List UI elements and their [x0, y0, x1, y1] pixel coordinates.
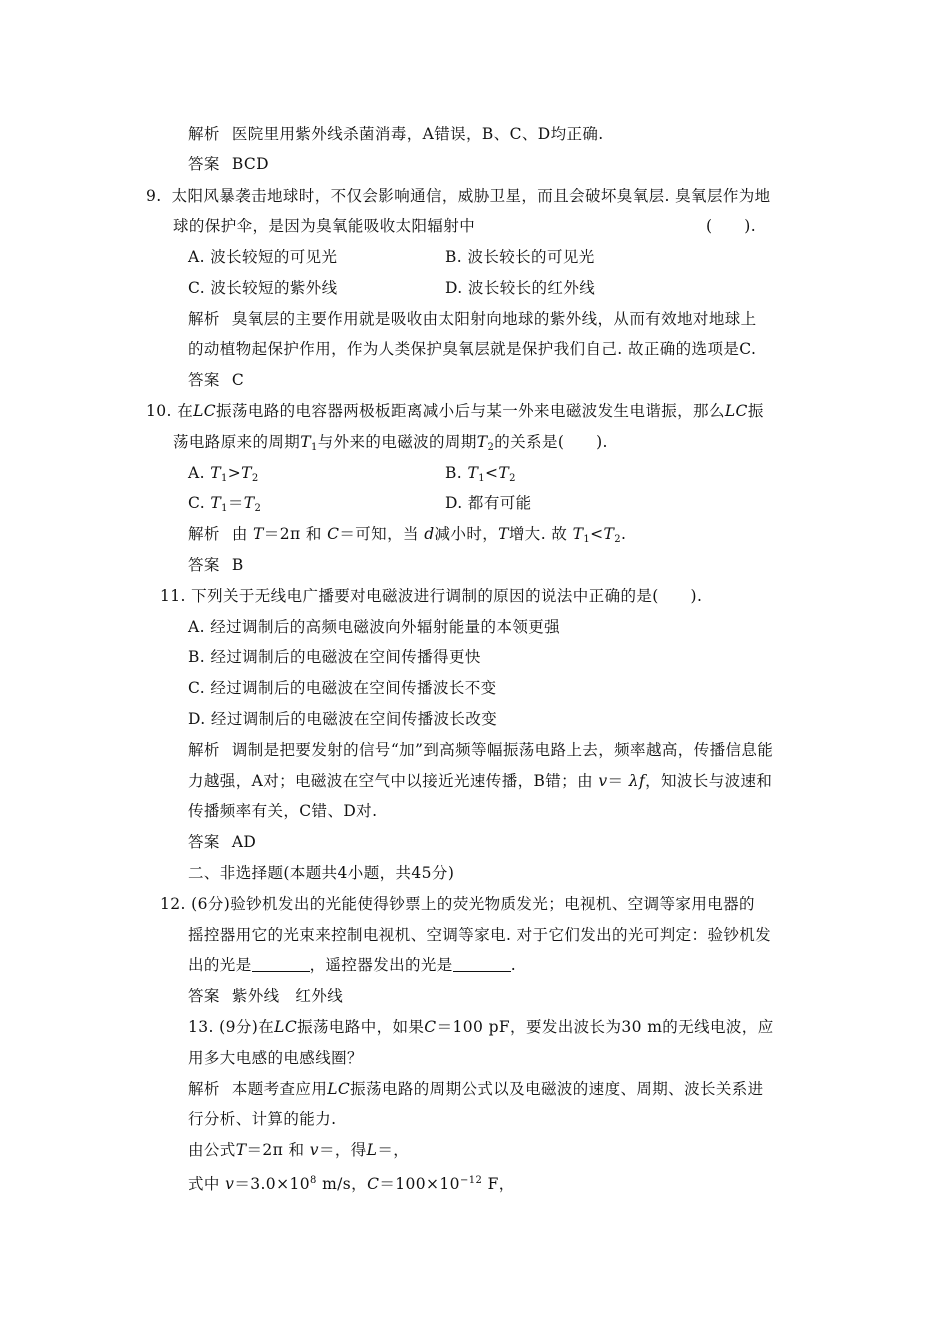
q8-answer: 答案 BCD — [188, 155, 269, 173]
q10-stem-line1: 10. 在LC振荡电路的电容器两极板距离减小后与某一外来电磁波发生电谐振，那么LC振 — [146, 402, 764, 420]
fill-blank[interactable] — [252, 957, 310, 972]
q10-analysis: 解析 由 T＝2π 和 C＝可知，当 d减小时，T增大. 故 $T_1<T_2$. — [188, 525, 627, 545]
q11-stem: 11. 下列关于无线电广播要对电磁波进行调制的原因的说法中正确的是( ). — [160, 587, 703, 605]
answer-label: 答案 — [188, 987, 220, 1005]
question-number: 9. — [146, 187, 162, 205]
q9-analysis-line1: 解析 臭氧层的主要作用就是吸收由太阳射向地球的紫外线，从而有效地对地球上 — [188, 310, 757, 328]
q13-where-line: 式中 $v=3.0\times 10^8$ m/s，$C=100\times 10^{-12}$ F， — [188, 1175, 515, 1193]
analysis-label: 解析 — [188, 741, 220, 759]
fill-blank[interactable] — [453, 957, 511, 972]
q10-option-a: A. $T_1>T_2$ — [188, 464, 259, 484]
q11-option-b: B. 经过调制后的电磁波在空间传播得更快 — [188, 648, 481, 666]
q8-analysis: 解析 医院里用紫外线杀菌消毒，A错误，B、C、D均正确. — [188, 125, 604, 143]
q9-option-c: C. 波长较短的紫外线 — [188, 279, 338, 297]
q13-analysis-line2: 行分析、计算的能力. — [188, 1110, 337, 1128]
question-number: 10. — [146, 402, 172, 420]
q13-line1: 13. (9分)在LC振荡电路中，如果C＝100 pF，要发出波长为30 m的无线电波，应 — [188, 1018, 774, 1036]
q9-option-b: B. 波长较长的可见光 — [445, 248, 595, 266]
analysis-label: 解析 — [188, 310, 220, 328]
q9-option-a: A. 波长较短的可见光 — [188, 248, 338, 266]
q12-answer: 答案 紫外线 红外线 — [188, 987, 344, 1005]
analysis-label: 解析 — [188, 1080, 220, 1098]
q11-option-d: D. 经过调制后的电磁波在空间传播波长改变 — [188, 710, 498, 728]
answer-label: 答案 — [188, 556, 220, 574]
q11-option-c: C. 经过调制后的电磁波在空间传播波长不变 — [188, 679, 497, 697]
q12-line2: 摇控器用它的光束来控制电视机、空调等家电. 对于它们发出的光可判定：验钞机发 — [188, 926, 772, 944]
q13-formula-line: 由公式T＝2π 和 v＝，得L＝， — [188, 1141, 410, 1159]
q11-analysis-line3: 传播频率有关，C错、D对. — [188, 802, 378, 820]
q12-line1: 12. (6分)验钞机发出的光能使得钞票上的荧光物质发光；电视机、空调等家用电器的 — [160, 895, 755, 913]
q11-option-a: A. 经过调制后的高频电磁波向外辐射能量的本领更强 — [188, 618, 561, 636]
q13-line2: 用多大电感的电感线圈？ — [188, 1049, 363, 1067]
q13-analysis-line1: 解析 本题考查应用LC振荡电路的周期公式以及电磁波的速度、周期、波长关系进 — [188, 1080, 764, 1098]
analysis-label: 解析 — [188, 125, 220, 143]
answer-label: 答案 — [188, 371, 220, 389]
section-title: 二、非选择题(本题共4小题，共45分) — [188, 864, 455, 882]
q11-answer: 答案 AD — [188, 833, 257, 851]
q10-answer: 答案 B — [188, 556, 244, 574]
q9-bracket: ( ). — [706, 217, 757, 235]
q11-analysis-line2: 力越强，A对；电磁波在空气中以接近光速传播，B错；由 v＝ λf，知波长与波速和 — [188, 772, 773, 790]
q10-option-c: C. $T_1=T_2$ — [188, 494, 262, 514]
q9-option-d: D. 波长较长的红外线 — [445, 279, 596, 297]
q11-analysis-line1: 解析 调制是把要发射的信号“加”到高频等幅振荡电路上去，频率越高，传播信息能 — [188, 741, 774, 759]
q10-option-d: D. 都有可能 — [445, 494, 532, 512]
q9-analysis-line2: 的动植物起保护作用，作为人类保护臭氧层就是保护我们自己. 故正确的选项是C. — [188, 340, 757, 358]
q9-answer: 答案 C — [188, 371, 245, 389]
analysis-label: 解析 — [188, 525, 220, 543]
q10-stem-line2: 荡电路原来的周期$T_1$与外来的电磁波的周期$T_2$的关系是( ). — [173, 433, 608, 453]
q10-option-b: B. $T_1<T_2$ — [445, 464, 516, 484]
q9-stem-line1: 9. 太阳风暴袭击地球时，不仅会影响通信，威胁卫星，而且会破坏臭氧层. 臭氧层作为地 — [146, 187, 771, 205]
answer-label: 答案 — [188, 155, 220, 173]
q12-line3: 出的光是 ，遥控器发出的光是 . — [188, 956, 517, 974]
q9-stem-line2: 球的保护伞，是因为臭氧能吸收太阳辐射中 — [173, 217, 476, 235]
answer-label: 答案 — [188, 833, 220, 851]
